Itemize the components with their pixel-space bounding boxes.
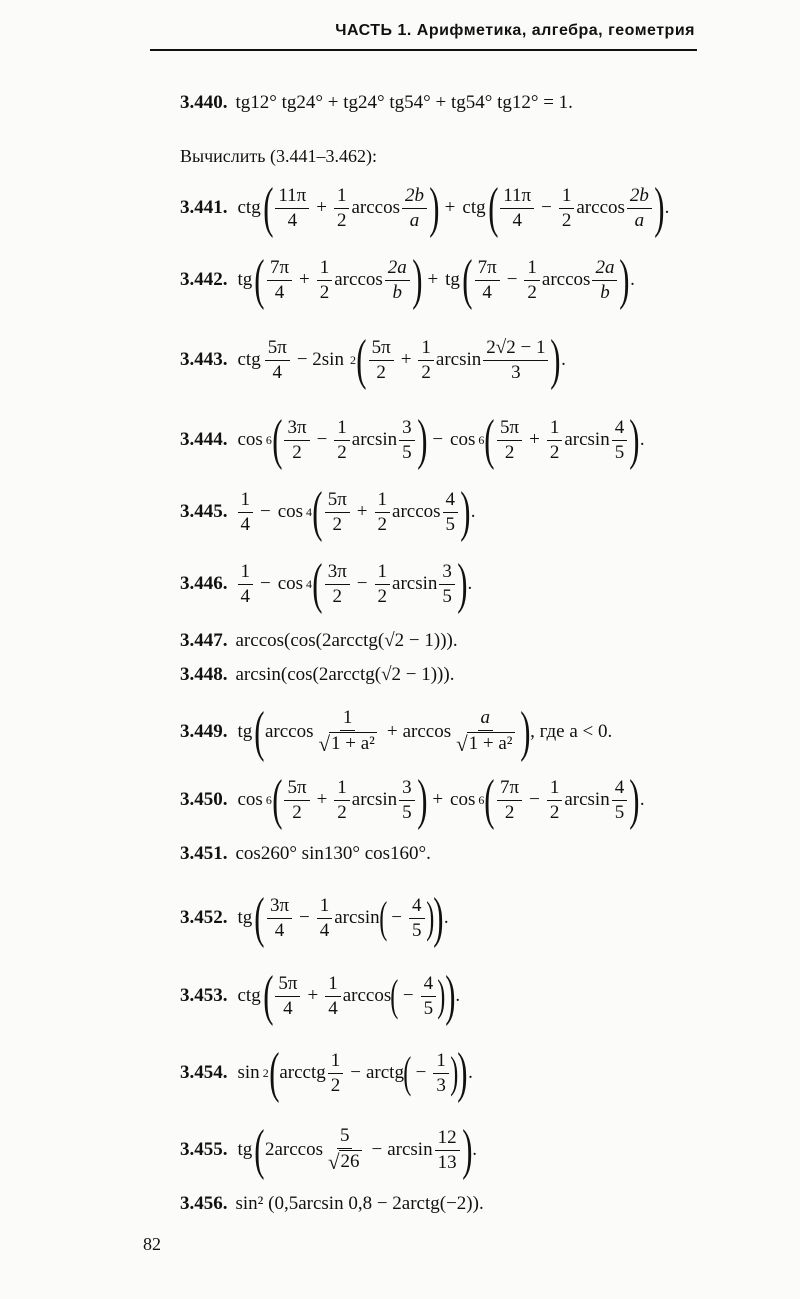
problem-3-440	[180, 92, 573, 114]
fraction: $\frac{1}{2}$	[334, 185, 350, 232]
fraction: $\frac{11\pi}{4}$	[275, 185, 309, 232]
fraction: $\frac{2b}{a}$	[402, 185, 427, 232]
problem-3-444: 3.444. cos 6 ( $\frac{3\pi}{2}$ − $\frac{1}{2}$ arcsin $\frac{3}{5}$ ) − cos 6 ( $\frac{5\pi}{2}$ + $\frac{1}{2}$ arcsin $\frac{4}{5}$ ) .	[180, 409, 645, 471]
problem-3-445: 3.445. $\frac{1}{4}$ − cos 4 ( $\frac{5\pi}{2}$ + $\frac{1}{2}$ arccos $\frac{4}{5}$ ) .	[180, 481, 476, 543]
arc-function: arccos	[351, 197, 401, 218]
problem-3-454: 3.454. sin 2 ( arcctg $\frac{1}{2}$ − arctg ( − $\frac{1}{3}$ ) ) .	[180, 1042, 473, 1104]
function-name: ctg	[237, 197, 261, 218]
problem-3-453: 3.453. ctg ( $\frac{5\pi}{4}$ + $\frac{1}{4}$ arccos ( − $\frac{4}{5}$ ) ) .	[180, 965, 461, 1027]
problem-3-451: 3.451. cos260° sin130° cos160°.	[180, 843, 431, 864]
problem-number: 3.442.	[180, 269, 228, 290]
problem-number: 3.440.	[180, 92, 228, 113]
problem-text: tg12° tg24° + tg24° tg54° + tg54° tg12° = 1.	[235, 92, 573, 113]
problem-3-452: 3.452. tg ( $\frac{3\pi}{4}$ − $\frac{1}{4}$ arcsin ( − $\frac{4}{5}$ ) ) .	[180, 887, 449, 949]
problem-3-447: 3.447. arccos(cos(2arcctg(√2 − 1))).	[180, 630, 458, 651]
problem-3-455: 3.455. tg ( 2arccos 5 √ 26 − arcsin $\frac{12}{13}$ ) .	[180, 1119, 477, 1181]
section-intro: Вычислить (3.441–3.462):	[180, 146, 377, 166]
problem-3-443: 3.443. ctg $\frac{5\pi}{4}$ − 2sin 2 ( $\frac{5\pi}{2}$ + $\frac{1}{2}$ arcsin $\frac{2√2 - 1}{3}$ ) .	[180, 329, 566, 391]
left-paren: (	[262, 177, 274, 239]
problem-3-449: 3.449. tg ( arccos 1 √ 1 + a² + arccos a √ 1 + a² ) , где a < 0.	[180, 701, 613, 763]
header-rule	[150, 49, 697, 51]
problem-3-456: 3.456. sin² (0,5arcsin 0,8 − 2arctg(−2)).	[180, 1193, 484, 1214]
problem-3-450: 3.450. cos 6 ( $\frac{5\pi}{2}$ + $\frac{1}{2}$ arcsin $\frac{3}{5}$ ) + cos 6 ( $\frac{7\pi}{2}$ − $\frac{1}{2}$ arcsin $\frac{4}{5}$ ) .	[180, 769, 645, 831]
problem-number: 3.441.	[180, 197, 228, 218]
page-number: 82	[143, 1234, 161, 1254]
problem-3-446: 3.446. $\frac{1}{4}$ − cos 4 ( $\frac{3\pi}{2}$ − $\frac{1}{2}$ arcsin $\frac{3}{5}$ ) .	[180, 553, 473, 615]
problem-3-448: 3.448. arcsin(cos(2arcctg(√2 − 1))).	[180, 664, 455, 685]
problem-3-442: 3.442. tg ( $\frac{7\pi}{4}$ + $\frac{1}{2}$ arccos $\frac{2a}{b}$ ) + tg ( $\frac{7\pi}{4}$ − $\frac{1}{2}$ arccos $\frac{2a}{b}$ ) .	[180, 249, 635, 311]
running-header: ЧАСТЬ 1. Арифметика, алгебра, геометрия	[335, 22, 695, 39]
problem-3-441: 3.441. ctg ( $\frac{11\pi}{4}$ + $\frac{1}{2}$ arccos $\frac{2b}{a}$ ) + ctg ( $\frac{11\pi}{4}$ − $\frac{1}{2}$ arccos $\frac{2b}{a}$ ) .	[180, 177, 670, 239]
